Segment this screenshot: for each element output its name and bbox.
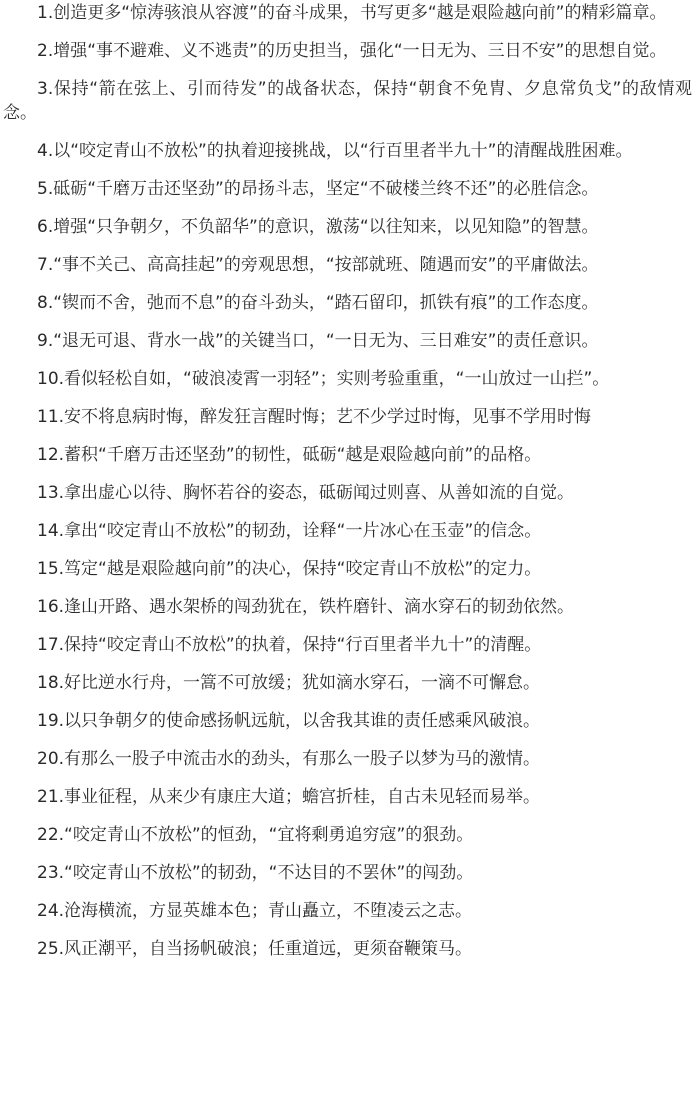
document-body: [3, 1, 692, 961]
paragraph-6: 6.增强“只争朝夕，不负韶华”的意识，激荡“以往知来，以见知隐”的智慧。: [37, 217, 599, 237]
paragraph-13: 13.拿出虚心以待、胸怀若谷的姿态，砥砺闻过则喜、从善如流的自觉。: [37, 483, 575, 503]
paragraph-4: 4.以“咬定青山不放松”的执着迎接挑战，以“行百里者半九十”的清醒战胜困难。: [37, 141, 633, 161]
paragraph-9: 9.“退无可退、背水一战”的关键当口，“一日无为、三日难安”的责任意识。: [37, 331, 599, 351]
paragraph-19: 19.以只争朝夕的使命感扬帆远航，以舍我其谁的责任感乘风破浪。: [37, 711, 541, 731]
paragraph-21: 21.事业征程，从来少有康庄大道；蟾宫折桂，自古未见轻而易举。: [37, 787, 541, 807]
paragraph-10: 10.看似轻松自如，“破浪凌霄一羽轻”；实则考验重重，“一山放过一山拦”。: [37, 369, 610, 389]
paragraph-5: 5.砥砺“千磨万击还坚劲”的昂扬斗志，坚定“不破楼兰终不还”的必胜信念。: [37, 179, 599, 199]
paragraph-17: 17.保持“咬定青山不放松”的执着，保持“行百里者半九十”的清醒。: [37, 635, 542, 655]
paragraph-11: 11.安不将息病时悔，醉发狂言醒时悔；艺不少学过时悔，见事不学用时悔: [37, 407, 592, 427]
paragraph-1: 1.创造更多“惊涛骇浪从容渡”的奋斗成果，书写更多“越是艰险越向前”的精彩篇章。: [37, 3, 667, 23]
paragraph-12: 12.蓄积“千磨万击还坚劲”的韧性，砥砺“越是艰险越向前”的品格。: [37, 445, 542, 465]
paragraph-16: 16.逢山开路、遇水架桥的闯劲犹在，铁杵磨针、滴水穿石的韧劲依然。: [37, 597, 575, 617]
paragraph-20: 20.有那么一股子中流击水的劲头，有那么一股子以梦为马的激情。: [37, 749, 541, 769]
paragraph-8: 8.“锲而不舍，弛而不息”的奋斗劲头，“踏石留印，抓铁有痕”的工作态度。: [37, 293, 599, 313]
paragraph-15: 15.笃定“越是艰险越向前”的决心，保持“咬定青山不放松”的定力。: [37, 559, 542, 579]
paragraph-7: 7.“事不关己、高高挂起”的旁观思想，“按部就班、随遇而安”的平庸做法。: [37, 255, 599, 275]
paragraph-25: 25.风正潮平，自当扬帆破浪；任重道远，更须奋鞭策马。: [37, 939, 473, 959]
paragraph-23: 23.“咬定青山不放松”的韧劲，“不达目的不罢休”的闯劲。: [37, 863, 474, 883]
paragraph-18: 18.好比逆水行舟，一篙不可放缓；犹如滴水穿石，一滴不可懈怠。: [37, 673, 541, 693]
paragraph-3: 3.保持“箭在弦上、引而待发”的战备状态，保持“朝食不免胄、夕息常负戈”的敌情观念。: [3, 79, 692, 123]
paragraph-14: 14.拿出“咬定青山不放松”的韧劲，诠释“一片冰心在玉壶”的信念。: [37, 521, 542, 541]
paragraph-2: 2.增强“事不避难、义不逃责”的历史担当，强化“一日无为、三日不安”的思想自觉。: [37, 41, 667, 61]
paragraph-24: 24.沧海横流，方显英雄本色；青山矗立，不堕凌云之志。: [37, 901, 473, 921]
paragraph-22: 22.“咬定青山不放松”的恒劲，“宜将剩勇追穷寇”的狠劲。: [37, 825, 474, 845]
